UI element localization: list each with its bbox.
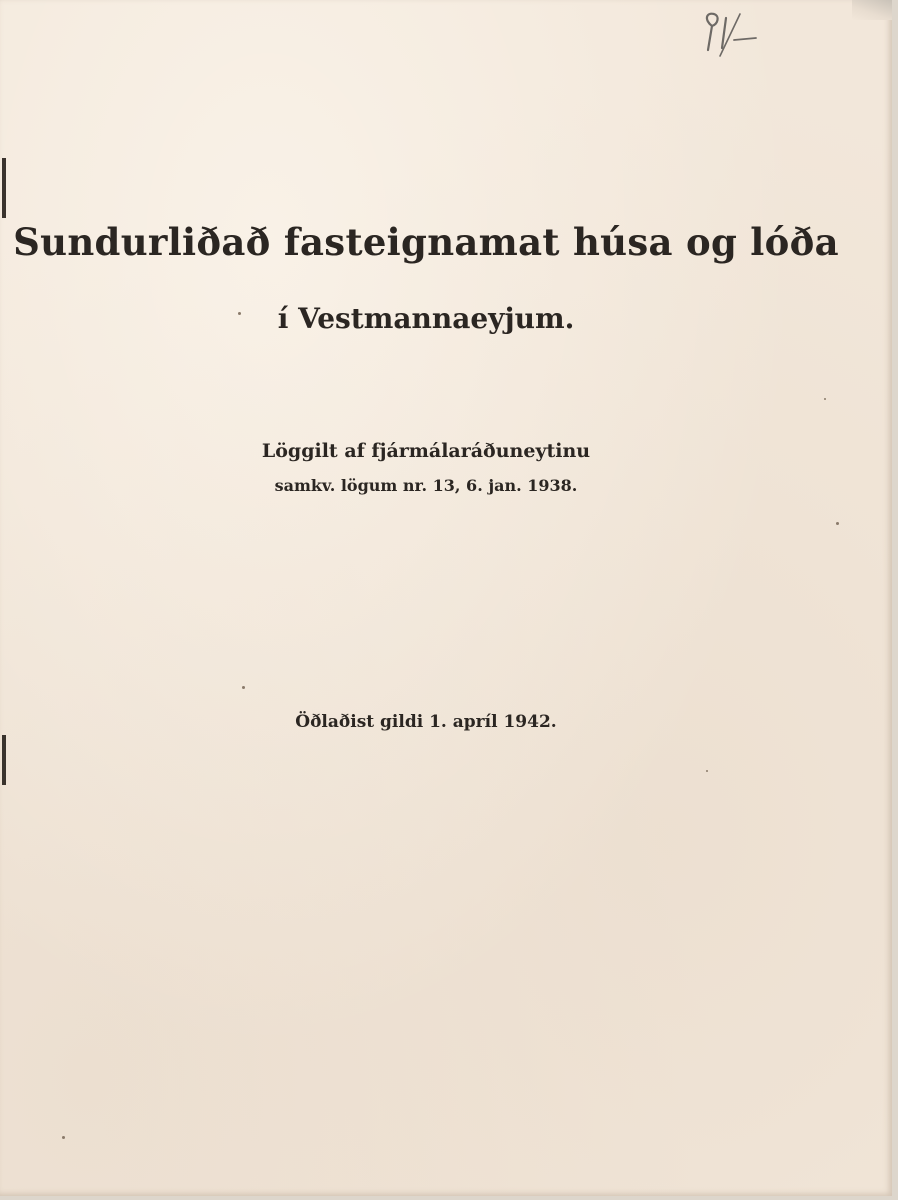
paper-speck	[824, 398, 826, 400]
paper-speck	[706, 770, 708, 772]
document-title: Sundurliðað fasteignamat húsa og lóða	[13, 220, 839, 264]
staple-top	[2, 158, 6, 218]
handwritten-price-mark	[700, 8, 770, 58]
legal-reference-line: samkv. lögum nr. 13, 6. jan. 1938.	[274, 476, 578, 495]
staple-bottom	[2, 735, 6, 785]
paper-speck	[62, 1136, 65, 1139]
authorization-line: Löggilt af fjármálaráðuneytinu	[261, 440, 591, 462]
folded-corner	[852, 0, 892, 20]
paper-speck	[836, 522, 839, 525]
document-subtitle: í Vestmannaeyjum.	[277, 302, 575, 335]
effective-date-line: Öðlaðist gildi 1. apríl 1942.	[295, 712, 557, 732]
paper-speck	[238, 312, 241, 315]
paper-speck	[242, 686, 245, 689]
